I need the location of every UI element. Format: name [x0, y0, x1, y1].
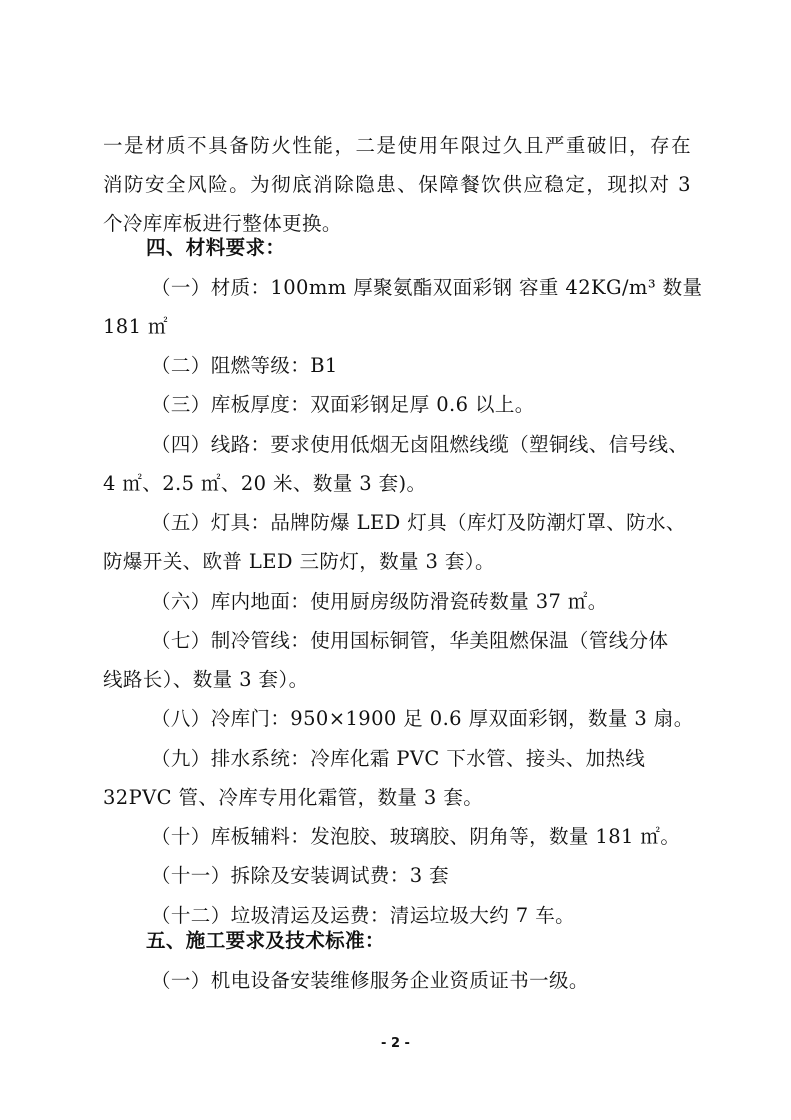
section-heading: 四、材料要求： — [146, 236, 286, 259]
list-item: （二）阻燃等级：B1 — [151, 354, 338, 377]
list-item-continuation: 32PVC 管、冷库专用化霜管，数量 3 套。 — [103, 786, 484, 809]
paragraph-line: 个冷库库板进行整体更换。 — [103, 212, 342, 235]
list-item: （五）灯具：品牌防爆 LED 灯具（库灯及防潮灯罩、防水、 — [151, 511, 686, 534]
page-number: - 2 - — [381, 1036, 410, 1051]
paragraph-line: 一是材质不具备防火性能，二是使用年限过久且严重破旧，存在 — [103, 134, 691, 157]
list-item: （一）材质：100mm 厚聚氨酯双面彩钢 容重 42KG/m³ 数量 — [151, 276, 703, 299]
list-item: （十二）垃圾清运及运费：清运垃圾大约 7 车。 — [151, 904, 576, 927]
list-item: （六）库内地面：使用厨房级防滑瓷砖数量 37 ㎡。 — [151, 590, 608, 613]
list-item: （一）机电设备安装维修服务企业资质证书一级。 — [151, 969, 589, 992]
list-item: （十）库板辅料：发泡胶、玻璃胶、阴角等，数量 181 ㎡。 — [151, 825, 681, 848]
list-item: （七）制冷管线：使用国标铜管，华美阻燃保温（管线分体 — [151, 629, 669, 652]
list-item: （三）库板厚度：双面彩钢足厚 0.6 以上。 — [151, 393, 535, 416]
list-item: （四）线路：要求使用低烟无卤阻燃线缆（塑铜线、信号线、 — [151, 433, 689, 456]
list-item-continuation: 线路长）、数量 3 套）。 — [103, 668, 309, 691]
list-item: （八）冷库门：950×1900 足 0.6 厚双面彩钢，数量 3 扇。 — [151, 707, 694, 730]
list-item: （十一）拆除及安装调试费：3 套 — [151, 864, 450, 887]
list-item: （九）排水系统：冷库化霜 PVC 下水管、接头、加热线 — [151, 747, 646, 770]
list-item-continuation: 181 ㎡ — [103, 315, 168, 338]
list-item-continuation: 4 ㎡、2.5 ㎡、20 米、数量 3 套)。 — [103, 472, 427, 495]
list-item-continuation: 防爆开关、欧普 LED 三防灯，数量 3 套）。 — [103, 550, 495, 573]
section-heading: 五、施工要求及技术标准： — [146, 929, 385, 952]
paragraph-line: 消防安全风险。为彻底消除隐患、保障餐饮供应稳定，现拟对 3 — [103, 173, 691, 196]
